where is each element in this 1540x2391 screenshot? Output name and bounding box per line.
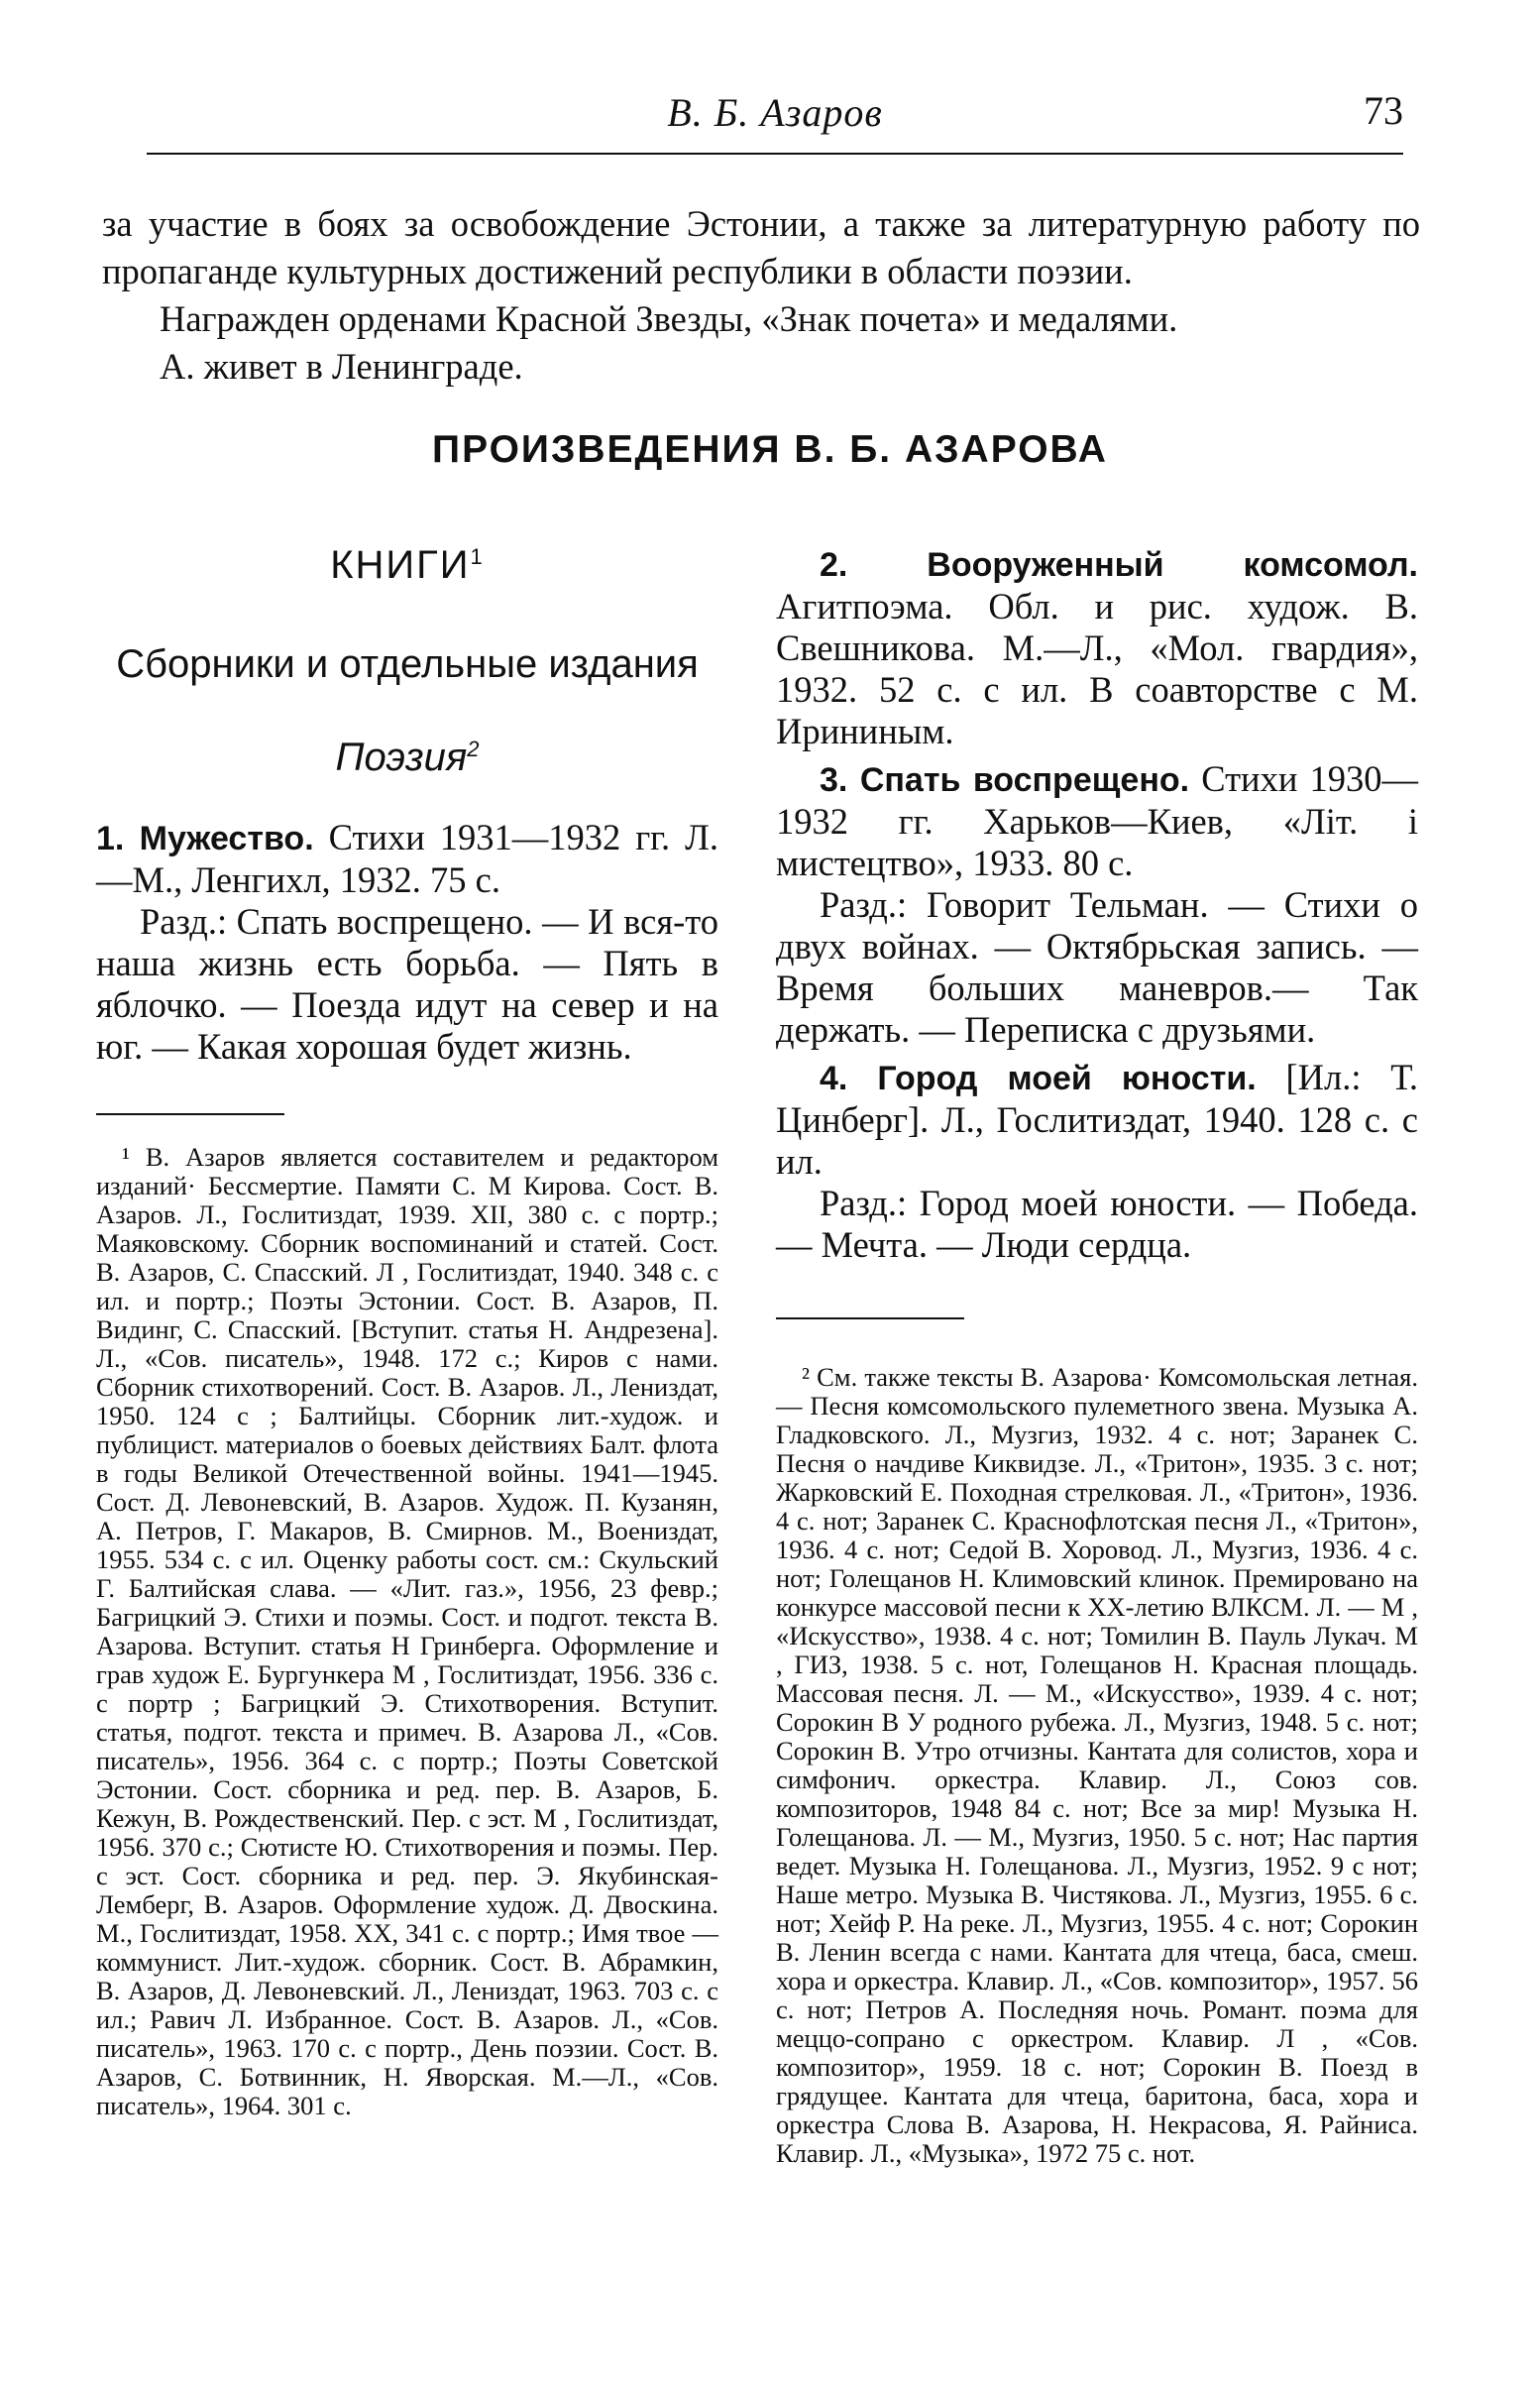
entry-3-details: Стихи 1930—1932 гг. Харьков—Киев, «Літ. і мистецтво», 1933. 80 с.	[776, 758, 1418, 883]
entry-2-description	[776, 543, 1418, 752]
entry-1-details: Стихи 1931—1932 гг. Л.—М., Ленгихл, 1932. 75 с.	[96, 817, 719, 900]
footnote-mark-2: 2	[467, 737, 480, 761]
section-title: ПРОИЗВЕДЕНИЯ В. Б. АЗАРОВА	[432, 428, 1108, 471]
poetry-heading	[96, 736, 718, 817]
entry-4-details: [Ил.: Т. Цинберг]. Л., Гослитиздат, 1940. 128 с. с ил.	[776, 1057, 1418, 1182]
right-column	[776, 543, 1418, 2168]
header-author: В. Б. Азаров	[667, 90, 883, 135]
entry-1-contents: Разд.: Спать воспрещено. — И вся-то наша жизнь есть борьба. — Пять в яблочко. — Поезда идут на север и на юг. — Какая хорошая будет жизнь.	[96, 901, 718, 1067]
bibliography-entry-3	[776, 758, 1418, 1051]
left-column	[96, 543, 718, 2120]
running-header	[147, 87, 1403, 155]
intro-text	[102, 200, 1420, 391]
entry-4-contents: Разд.: Город моей юности. — Победа. — Мечта. — Люди сердца.	[776, 1183, 1418, 1265]
bibliography-entry-1	[96, 817, 718, 1068]
footnote-2: ² См. также тексты В. Азарова· Комсомольская летная. — Песня комсомольского пулеметного звена. Музыка А. Гладковского. Л., Музгиз, 1932. 4 с. нот; Заранек С. Песня о начдиве Киквидзе. Л., «Тритон», 1935. 3 с. нот; Жарковский Е. Походная стрелковая. Л., «Тритон», 1936. 4 с. нот; Заранек С. Краснофлотская песня Л., «Тритон», 1936. 4 с. нот; Седой В. Хоровод. Л., Музгиз, 1936. 4 с. нот; Голещанов Н. Климовский клинок. Премировано на конкурсе массовой песни к XX-летию ВЛКСМ. Л. — М , «Искусство», 1938. 4 с. нот; Томилин В. Пауль Лукач. М , ГИЗ, 1938. 5 с. нот, Голещанов Н. Красная площадь. Массовая песня. Л. — М., «Искусство», 1939. 4 с. нот; Сорокин В У родного рубежа. Л., Музгиз, 1948. 5 с. нот; Сорокин В. Утро отчизны. Кантата для солистов, хора и симфонич. оркестра. Клавир. Л., Союз сов. композиторов, 1948 84 с. нот; Все за мир! Музыка Н. Голещанова. Л. — М., Музгиз, 1950. 5 с. нот; Нас партия ведет. Музыка Н. Голещанова. Л., Музгиз, 1952. 9 с нот; Наше метро. Музыка В. Чистякова. Л., Музгиз, 1955. 6 с. нот; Хейф Р. На реке. Л., Музгиз, 1955. 4 с. нот; Сорокин В. Ленин всегда с нами. Кантата для чтеца, баса, смеш. хора и оркестра. Клавир. Л., «Сов. композитор», 1957. 56 с. нот; Петров А. Последняя ночь. Романт. поэма для меццо-сопрано с оркестром. Клавир. Л , «Сов. композитор», 1959. 18 с. нот; Сорокин В. Поезд в грядущее. Кантата для чтеца, баритона, баса, хора и оркестра Слова В. Азарова, Н. Некрасова, Я. Райниса. Клавир. Л., «Музыка», 1972 75 с. нот.	[776, 1362, 1418, 2168]
entry-4-title: 4. Город моей юности.	[820, 1060, 1257, 1097]
footnote-divider	[776, 1317, 964, 1319]
entry-4-description	[776, 1057, 1418, 1183]
books-heading	[96, 543, 718, 642]
bibliography-entry-4	[776, 1057, 1418, 1266]
footnote-divider	[96, 1113, 284, 1115]
poetry-heading-text: Поэзия	[335, 736, 468, 779]
intro-paragraph-3: А. живет в Ленинграде.	[160, 346, 523, 387]
entry-3-title: 3. Спать воспрещено.	[820, 761, 1190, 799]
entry-3-description	[776, 758, 1418, 884]
entry-2-title: 2. Вооруженный комсомол.	[820, 546, 1418, 584]
books-heading-text: КНИГИ	[330, 543, 471, 587]
collections-heading: Сборники и отдельные издания	[116, 642, 699, 686]
footnote-1: ¹ В. Азаров является составителем и редактором изданий· Бессмертие. Памяти С. М Кирова. Сост. В. Азаров. Л., Гослитиздат, 1939. XII, 380 с. с портр.; Маяковскому. Сборник воспоминаний и статей. Сост. В. Азаров, С. Спасский. Л , Гослитиздат, 1940. 348 с. с ил. и портр.; Поэты Эстонии. Сост. В. Азаров, П. Видинг, С. Спасский. [Вступит. статья Н. Андрезена]. Л., «Сов. писатель», 1948. 172 с.; Киров с нами. Сборник стихотворений. Сост. В. Азаров. Л., Лениздат, 1950. 124 с ; Балтийцы. Сборник лит.-худож. и публицист. материалов о боевых действиях Балт. флота в годы Великой Отечественной войны. 1941—1945. Сост. Д. Левоневский, В. Азаров. Худож. П. Кузанян, А. Петров, Г. Макаров, В. Смирнов. М., Воениздат, 1955. 534 с. с ил. Оценку работы сост. см.: Скульский Г. Балтийская слава. — «Лит. газ.», 1956, 23 февр.; Багрицкий Э. Стихи и поэмы. Сост. и подгот. текста В. Азарова. Вступит. статья Н Гринберга. Оформление и грав худож Е. Бургункера М , Гослитиздат, 1956. 336 с. с портр ; Багрицкий Э. Стихотворения. Вступит. статья, подгот. текста и примеч. В. Азарова Л., «Сов. писатель», 1956. 364 с. с портр.; Поэты Советской Эстонии. Сост. сборника и ред. пер. В. Азаров, Б. Кежун, В. Рождественский. Пер. с эст. М , Гослитиздат, 1956. 370 с.; Сютисте Ю. Стихотворения и поэмы. Пер. с эст. Сост. сборника и ред. пер. Э. Якубинская-Лемберг, В. Азаров. Оформление худож. Д. Двоскина. М., Гослитиздат, 1958. XX, 341 с. с портр.; Имя твое — коммунист. Лит.-худож. сборник. Сост. В. Абрамкин, В. Азаров, Д. Левоневский. Л., Лениздат, 1963. 703 с. с ил.; Равич Л. Избранное. Сост. В. Азаров. Л., «Сов. писатель», 1963. 170 с. с портр., День поэзии. Сост. В. Азаров, С. Ботвинник, Н. Яворская. М.—Л., «Сов. писатель», 1964. 301 с.	[96, 1142, 718, 2120]
entry-1-description	[96, 817, 718, 901]
bibliography-entry-2	[776, 543, 1418, 752]
page-number: 73	[1364, 88, 1403, 133]
entry-3-contents: Разд.: Говорит Тельман. — Стихи о двух войнах. — Октябрьская запись. — Время больших маневров.— Так держать. — Переписка с друзьями.	[776, 884, 1418, 1050]
footnote-mark-1: 1	[470, 544, 485, 569]
intro-paragraph-1: за участие в боях за освобождение Эстонии, а также за литературную работу по пропаганде культурных достижений республики в области поэзии.	[102, 203, 1420, 291]
intro-paragraph-2: Награжден орденами Красной Звезды, «Знак почета» и медалями.	[160, 298, 1178, 339]
entry-2-details: Агитпоэма. Обл. и рис. худож. В. Свешникова. М.—Л., «Мол. гвардия», 1932. 52 с. с ил. В соавторстве с М. Ирининым.	[776, 586, 1418, 751]
entry-1-title: 1. Мужество.	[96, 820, 314, 857]
